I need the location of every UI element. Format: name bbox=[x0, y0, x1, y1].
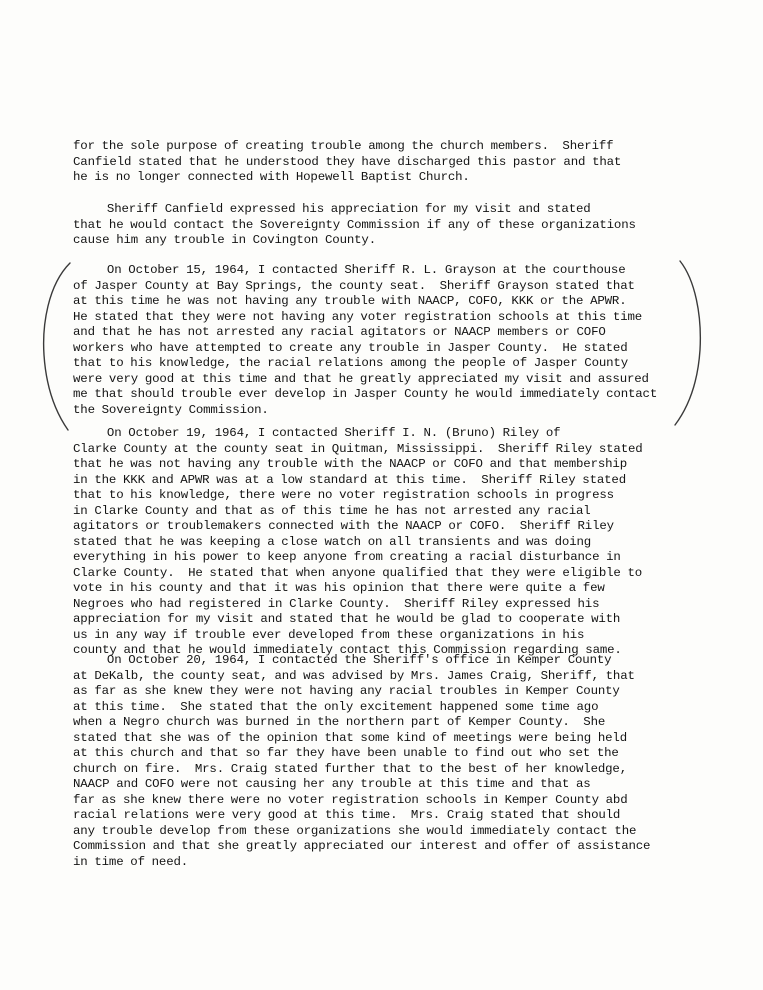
text-line: in the KKK and APWR was at a low standard at this time. Sheriff Riley stated bbox=[73, 472, 626, 487]
text-line: for the sole purpose of creating trouble among the church members. Sheriff bbox=[73, 139, 614, 153]
text-line: in time of need. bbox=[73, 854, 189, 869]
paragraph-canfield-appreciation bbox=[73, 202, 693, 249]
text-line: vote in his county and that it was his opinion that there were quite a few bbox=[73, 581, 605, 595]
text-line: agitators or troublemakers connected with the NAACP or COFO. Sheriff Riley bbox=[73, 519, 614, 533]
text-line: On October 20, 1964, I contacted the Sheriff's office in Kemper County bbox=[73, 653, 612, 667]
text-line: Clarke County at the county seat in Quitman, Mississippi. Sheriff Riley stated bbox=[73, 441, 643, 456]
text-line: everything in his power to keep anyone from creating a racial disturbance in bbox=[73, 550, 621, 564]
paragraph-riley-clarke-county bbox=[73, 426, 693, 659]
text-line: us in any way if trouble ever developed from these organizations in his bbox=[73, 627, 585, 642]
text-line: far as she knew there were no voter registration schools in Kemper County abd bbox=[73, 792, 628, 807]
text-line: as far as she knew they were not having any racial troubles in Kemper County bbox=[73, 684, 620, 698]
paragraph-craig-kemper-county bbox=[73, 653, 693, 870]
text-line: that to his knowledge, there were no voter registration schools in progress bbox=[73, 488, 614, 502]
text-line: the Sovereignty Commission. bbox=[73, 402, 269, 417]
text-line: NAACP and COFO were not causing her any trouble at this time and that as bbox=[73, 777, 591, 791]
text-line: that he was not having any trouble with the NAACP or COFO and that membership bbox=[73, 457, 627, 471]
text-line: at this time. She stated that the only excitement happened some time ago bbox=[73, 699, 599, 714]
text-line: Canfield stated that he understood they have discharged this pastor and that bbox=[73, 154, 622, 169]
text-line: he is no longer connected with Hopewell Baptist Church. bbox=[73, 170, 470, 184]
text-line: that to his knowledge, the racial relations among the people of Jasper County bbox=[73, 356, 628, 370]
text-line: when a Negro church was burned in the northern part of Kemper County. She bbox=[73, 715, 606, 729]
paragraph-canfield-pastor bbox=[73, 139, 693, 186]
text-line: He stated that they were not having any voter registration schools at this time bbox=[73, 309, 643, 324]
text-line: at this time he was not having any trouble with NAACP, COFO, KKK or the APWR. bbox=[73, 294, 627, 308]
text-line: On October 15, 1964, I contacted Sheriff R. L. Grayson at the courthouse bbox=[73, 263, 626, 277]
text-line: Clarke County. He stated that when anyone qualified that they were eligible to bbox=[73, 565, 643, 580]
text-line: On October 19, 1964, I contacted Sheriff I. N. (Bruno) Riley of bbox=[73, 426, 561, 440]
text-line: stated that he was keeping a close watch on all transients and was doing bbox=[73, 534, 592, 549]
text-line: cause him any trouble in Covington County. bbox=[73, 233, 376, 247]
text-line: workers who have attempted to create any trouble in Jasper County. He stated bbox=[73, 340, 628, 355]
text-line: and that he has not arrested any racial agitators or NAACP members or COFO bbox=[73, 325, 606, 339]
text-line: at this church and that so far they have been unable to find out who set the bbox=[73, 746, 619, 760]
text-line: Commission and that she greatly appreciated our interest and offer of assistance bbox=[73, 839, 651, 853]
text-line: Sheriff Canfield expressed his appreciation for my visit and stated bbox=[73, 202, 591, 216]
text-line: that he would contact the Sovereignty Commission if any of these organizations bbox=[73, 217, 636, 232]
text-line: appreciation for my visit and stated that he would be glad to cooperate with bbox=[73, 612, 621, 626]
text-line: of Jasper County at Bay Springs, the county seat. Sheriff Grayson stated that bbox=[73, 278, 635, 293]
text-line: were very good at this time and that he greatly appreciated my visit and assured bbox=[73, 371, 649, 386]
paragraph-grayson-jasper-county bbox=[73, 263, 693, 418]
text-line: stated that she was of the opinion that some kind of meetings were being held bbox=[73, 730, 627, 745]
text-line: any trouble develop from these organizations she would immediately contact the bbox=[73, 823, 637, 838]
text-line: church on fire. Mrs. Craig stated further that to the best of her knowledge, bbox=[73, 761, 627, 776]
text-line: racial relations were very good at this time. Mrs. Craig stated that should bbox=[73, 808, 621, 822]
text-line: at DeKalb, the county seat, and was advised by Mrs. James Craig, Sheriff, that bbox=[73, 668, 635, 683]
text-line: me that should trouble ever develop in Jasper County he would immediately contact bbox=[73, 387, 658, 401]
text-line: in Clarke County and that as of this time he has not arrested any racial bbox=[73, 503, 591, 518]
text-line: Negroes who had registered in Clarke County. Sheriff Riley expressed his bbox=[73, 596, 600, 611]
text-line: county and that he would immediately contact this Commission regarding same. bbox=[73, 643, 622, 657]
